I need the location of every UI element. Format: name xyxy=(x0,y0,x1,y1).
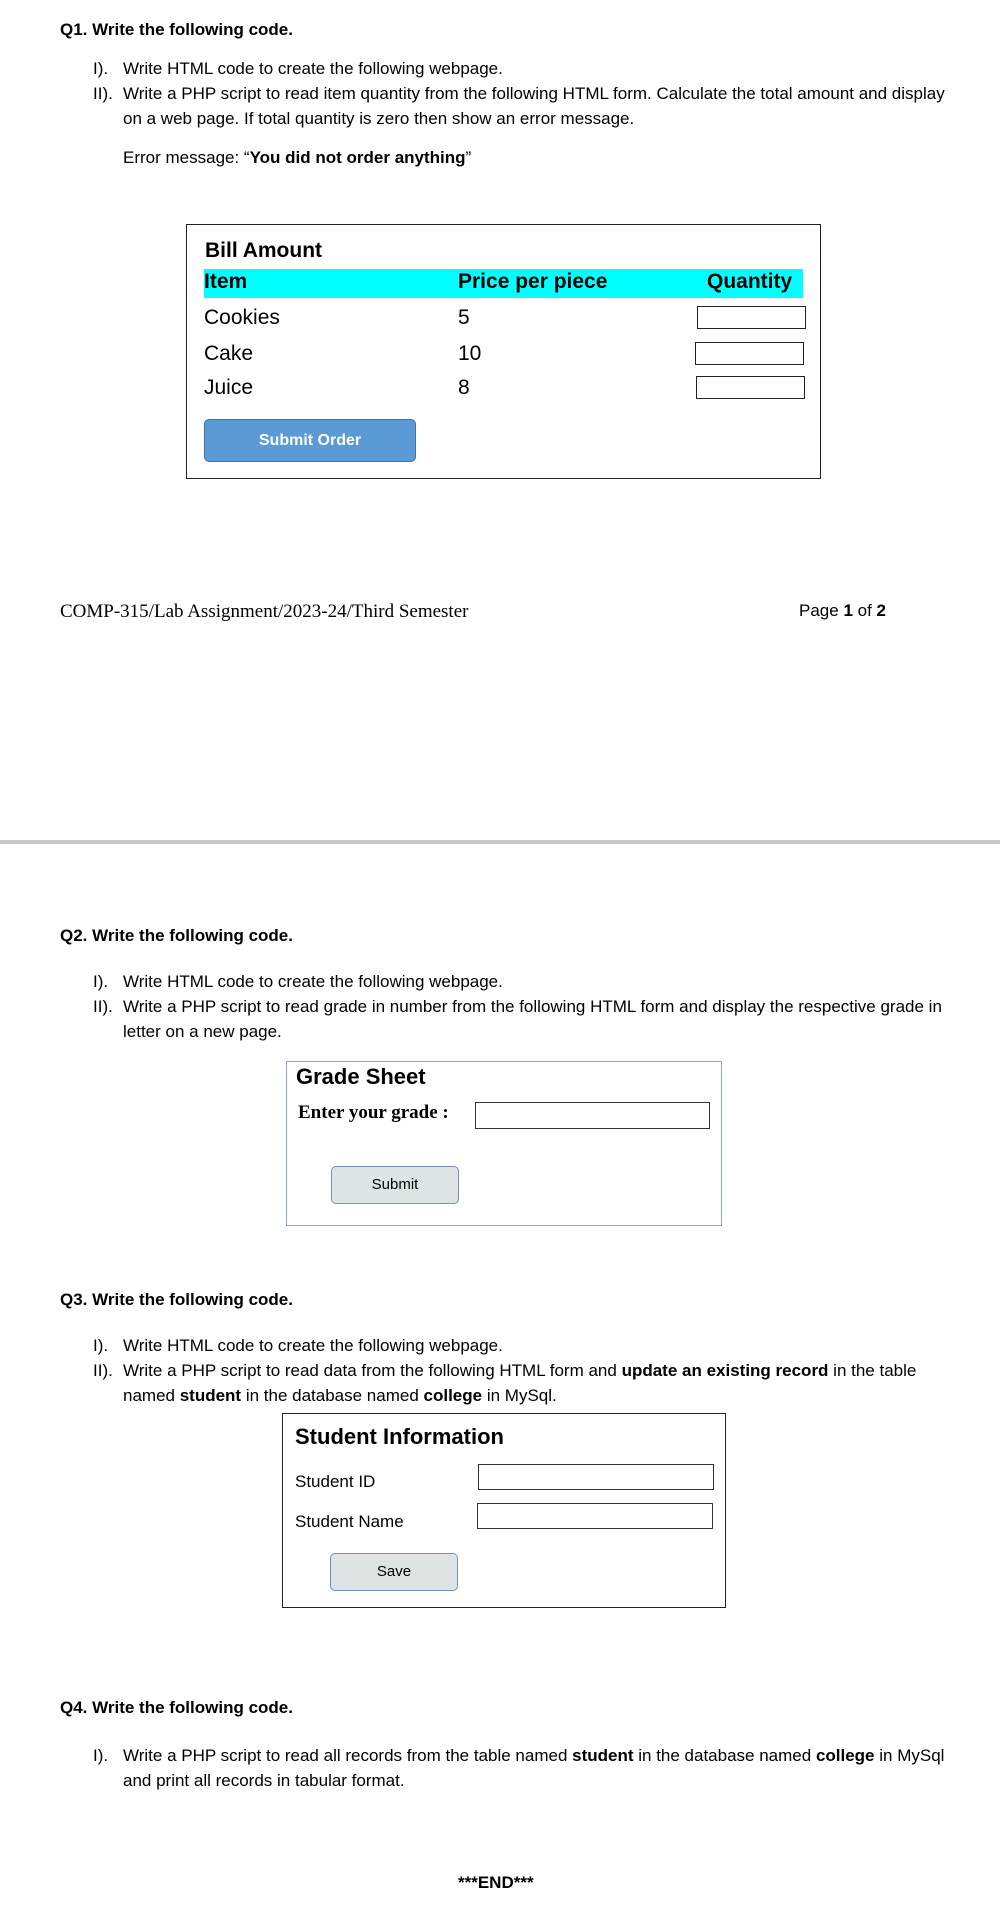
page-divider xyxy=(0,840,1000,844)
q4-item-1 xyxy=(93,1743,953,1793)
q3-item-2-num: II). xyxy=(93,1361,113,1380)
q2-item-2-num: II). xyxy=(93,997,113,1016)
q2-item-1-num: I). xyxy=(93,972,109,991)
grade-label: Enter your grade : xyxy=(298,1102,449,1123)
q2-item-1-text: Write HTML code to create the following webpage. xyxy=(123,972,503,991)
q3-b3: college xyxy=(423,1386,483,1405)
page-current: 1 xyxy=(843,601,853,620)
q3-item-1 xyxy=(93,1333,953,1358)
q1-title: Q1. Write the following code. xyxy=(60,20,293,39)
q3-t3: in the database named xyxy=(241,1386,424,1405)
q3-title: Q3. Write the following code. xyxy=(60,1290,293,1309)
q3-b2: student xyxy=(179,1386,242,1405)
bill-amount-form xyxy=(186,224,821,479)
q4-t2: in the database named xyxy=(633,1746,816,1765)
q3-item-2-text xyxy=(93,1358,953,1408)
q1-error-line xyxy=(123,148,471,168)
q4-t1: Write a PHP script to read all records from the table named xyxy=(123,1746,573,1765)
q3-t2: in the table named xyxy=(123,1361,917,1405)
q3-b1: update an existing record xyxy=(621,1361,829,1380)
footer-course: COMP-315/Lab Assignment/2023-24/Third Semester xyxy=(60,601,469,622)
student-name-input[interactable] xyxy=(477,1503,713,1529)
row-3-item: Juice xyxy=(204,376,254,399)
grade-submit-button[interactable]: Submit xyxy=(331,1166,459,1204)
save-button[interactable]: Save xyxy=(330,1553,458,1591)
q4-item-1-text xyxy=(93,1743,953,1793)
page-total: 2 xyxy=(876,601,886,620)
bill-form-title: Bill Amount xyxy=(205,239,323,262)
q1-error-prefix: Error message: “ xyxy=(123,148,250,167)
q3-item-1-text: Write HTML code to create the following webpage. xyxy=(123,1336,503,1355)
row-2-item: Cake xyxy=(204,342,254,365)
end-marker: ***END*** xyxy=(458,1873,534,1892)
student-information-form xyxy=(282,1413,726,1608)
student-id-label: Student ID xyxy=(295,1472,376,1491)
q4-b2: college xyxy=(815,1746,875,1765)
q1-item-2-text: Write a PHP script to read item quantity from the following HTML form. Calculate the total amount and display on a web page. If total quantity is zero then show an error message. xyxy=(123,84,945,128)
grade-form-title: Grade Sheet xyxy=(296,1064,426,1089)
footer-page-number xyxy=(799,601,886,621)
header-price: Price per piece xyxy=(458,270,608,293)
row-1-item: Cookies xyxy=(204,306,280,329)
row-3-price: 8 xyxy=(458,376,470,399)
q4-t3: in MySql and print all records in tabular format. xyxy=(123,1746,945,1790)
juice-quantity-input[interactable] xyxy=(696,376,805,399)
q1-error-suffix: ” xyxy=(465,148,472,167)
q2-item-2 xyxy=(93,994,953,1044)
q2-item-1 xyxy=(93,969,953,994)
q1-item-1 xyxy=(93,56,953,81)
q1-item-1-text: Write HTML code to create the following webpage. xyxy=(123,59,503,78)
student-id-input[interactable] xyxy=(478,1464,714,1490)
q1-item-2 xyxy=(93,81,953,131)
q1-item-1-num: I). xyxy=(93,59,109,78)
grade-sheet-form xyxy=(286,1061,722,1226)
row-2-price: 10 xyxy=(458,342,482,365)
student-form-title: Student Information xyxy=(295,1424,504,1449)
page-word: Page xyxy=(799,601,844,620)
grade-input[interactable] xyxy=(475,1102,710,1129)
q3-t4: in MySql. xyxy=(482,1386,557,1405)
q3-t1: Write a PHP script to read data from the following HTML form and xyxy=(123,1361,622,1380)
page-of: of xyxy=(852,601,877,620)
q4-title: Q4. Write the following code. xyxy=(60,1698,293,1717)
q2-title: Q2. Write the following code. xyxy=(60,926,293,945)
header-quantity: Quantity xyxy=(707,270,793,293)
q3-item-1-num: I). xyxy=(93,1336,109,1355)
q3-item-2 xyxy=(93,1358,953,1408)
header-item: Item xyxy=(204,270,248,293)
row-1-price: 5 xyxy=(458,306,470,329)
cake-quantity-input[interactable] xyxy=(695,342,804,365)
q4-item-1-num: I). xyxy=(93,1746,109,1765)
q1-error-message: You did not order anything xyxy=(249,148,466,167)
cookies-quantity-input[interactable] xyxy=(697,306,806,329)
q4-b1: student xyxy=(572,1746,634,1765)
q1-item-2-num: II). xyxy=(93,84,113,103)
submit-order-button[interactable]: Submit Order xyxy=(204,419,416,462)
q2-item-2-text: Write a PHP script to read grade in number from the following HTML form and display the respective grade in letter on a new page. xyxy=(123,997,942,1041)
student-name-label: Student Name xyxy=(295,1512,404,1531)
